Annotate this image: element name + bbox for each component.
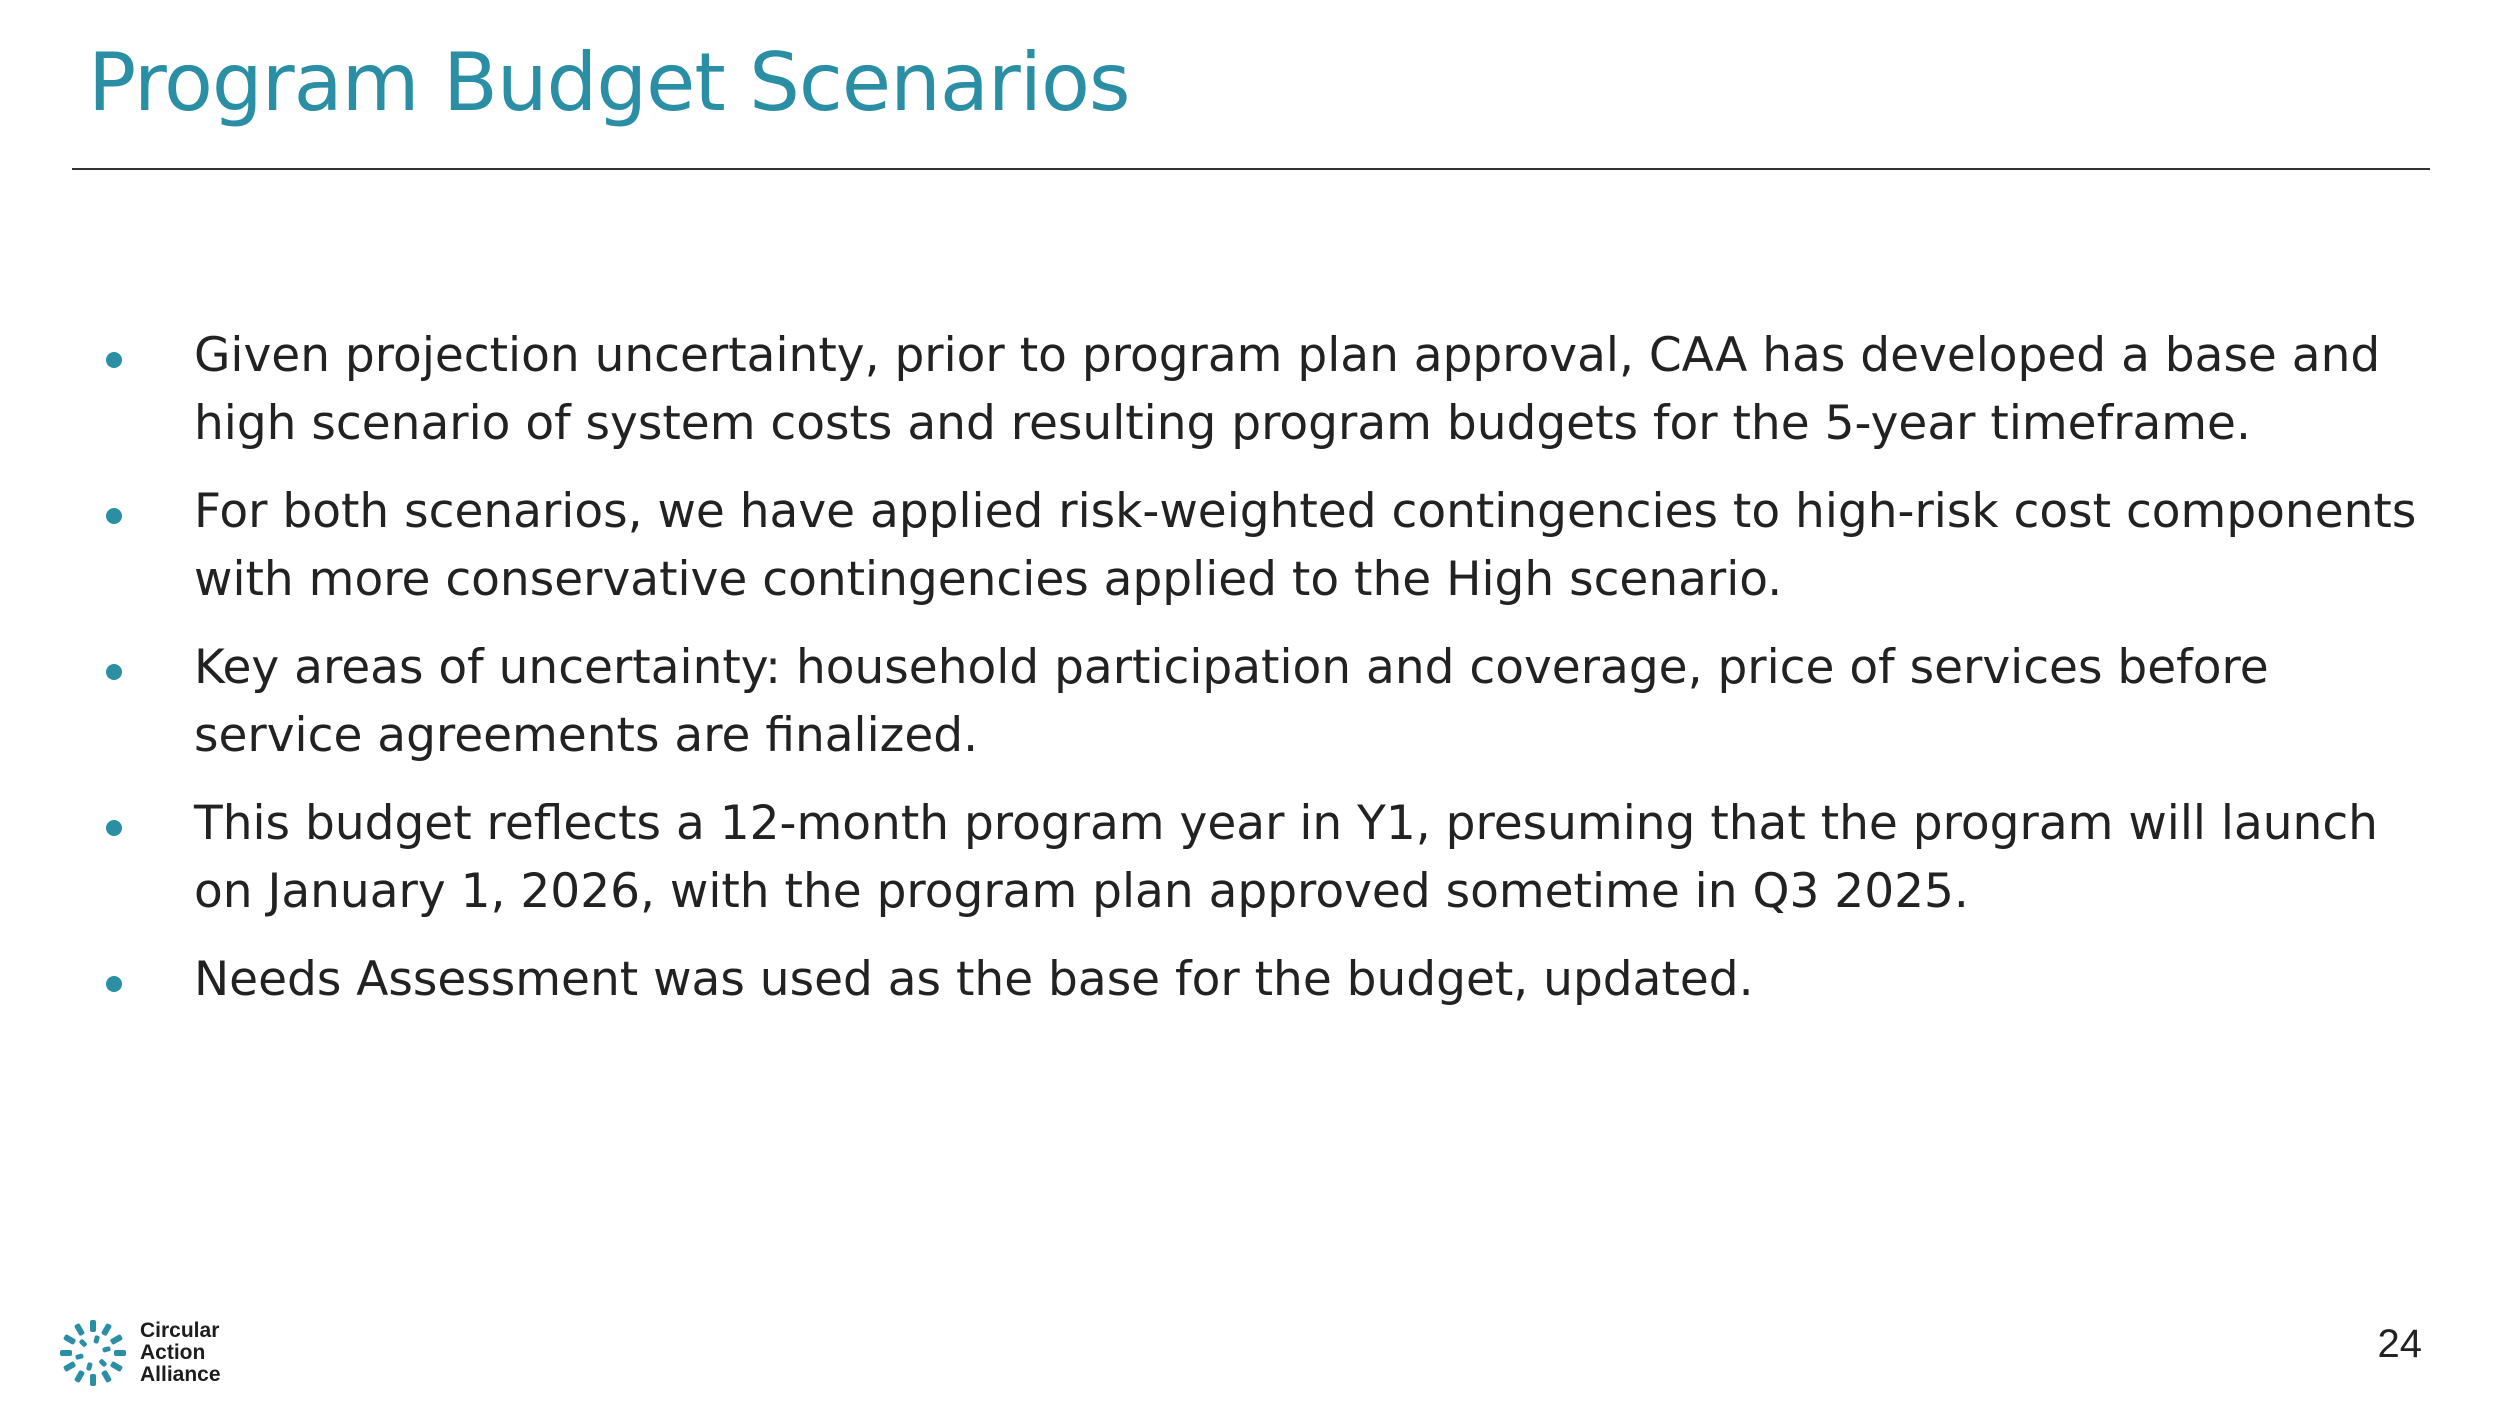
bullet-text: Needs Assessment was used as the base for the budget, updated. bbox=[194, 952, 1754, 1007]
bullet-dot-icon bbox=[106, 976, 122, 992]
logo-line-1: Circular bbox=[140, 1319, 220, 1342]
logo-line-2: Action bbox=[140, 1341, 206, 1364]
circular-action-alliance-logo-icon bbox=[56, 1316, 130, 1390]
bullet-list bbox=[96, 322, 2446, 1034]
company-logo bbox=[56, 1316, 221, 1390]
page-number: 24 bbox=[2377, 1322, 2422, 1366]
logo-line-3: Alliance bbox=[140, 1363, 221, 1386]
slide-title: Program Budget Scenarios bbox=[88, 36, 1130, 129]
bullet-dot-icon bbox=[106, 664, 122, 680]
bullet-item bbox=[96, 478, 2446, 614]
bullet-text: For both scenarios, we have applied risk-weighted contingencies to high-risk cost components with more conservative contingencies applied to the High scenario. bbox=[194, 484, 2417, 607]
bullet-item bbox=[96, 322, 2446, 458]
bullet-dot-icon bbox=[106, 508, 122, 524]
bullet-text: Key areas of uncertainty: household participation and coverage, price of services before service agreements are finalized. bbox=[194, 640, 2269, 763]
bullet-text: This budget reflects a 12-month program year in Y1, presuming that the program will launch on January 1, 2026, with the program plan approved sometime in Q3 2025. bbox=[194, 796, 2378, 919]
bullet-dot-icon bbox=[106, 352, 122, 368]
bullet-item bbox=[96, 946, 2446, 1014]
bullet-item bbox=[96, 790, 2446, 926]
logo-wordmark bbox=[140, 1320, 221, 1386]
bullet-dot-icon bbox=[106, 820, 122, 836]
title-divider bbox=[72, 168, 2430, 170]
bullet-text: Given projection uncertainty, prior to program plan approval, CAA has developed a base and high scenario of system costs and resulting program budgets for the 5-year timeframe. bbox=[194, 328, 2381, 451]
bullet-item bbox=[96, 634, 2446, 770]
